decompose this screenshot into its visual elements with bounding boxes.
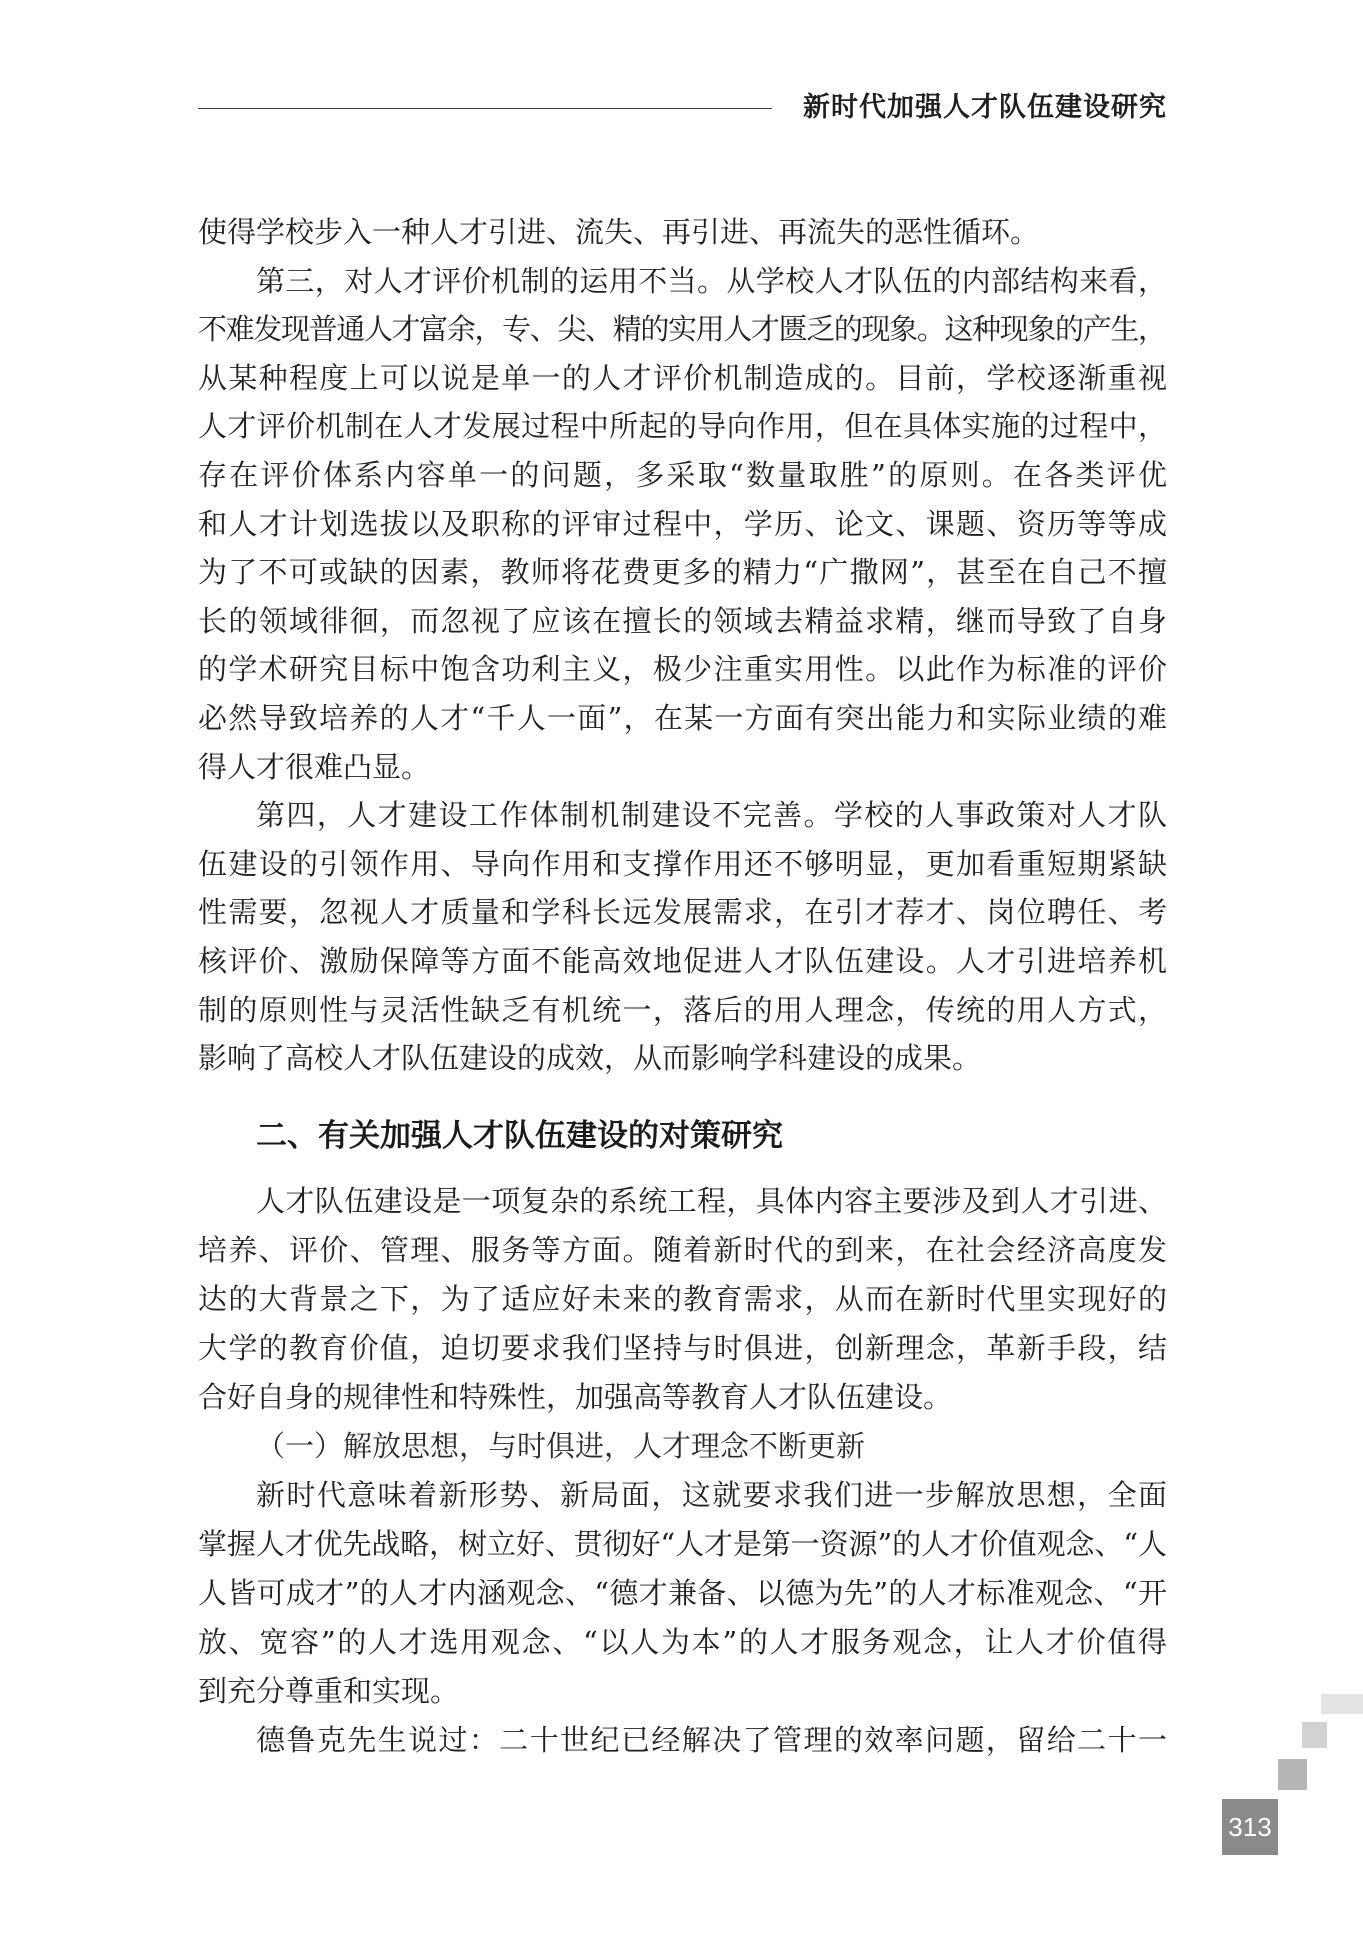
text-line: 达的大背景之下，为了适应好未来的教育需求，从而在新时代里实现好的 [198, 1282, 1169, 1316]
running-header: 新时代加强人才队伍建设研究 [803, 92, 1167, 123]
page-number: 313 [1222, 1799, 1278, 1855]
text-line: 不难发现普通人才富余，专、尖、精的实用人才匮乏的现象。这种现象的产生， [198, 312, 1166, 347]
text-line: 使得学校步入一种人才引进、流失、再引进、再流失的恶性循环。 [198, 215, 1040, 249]
text-line: 大学的教育价值，迫切要求我们坚持与时俱进，创新理念，革新手段，结 [198, 1331, 1169, 1365]
text-line: 人皆可成才”的人才内涵观念、“德才兼备、以德为先”的人才标准观念、“开 [198, 1576, 1168, 1610]
text-line: 性需要，忽视人才质量和学科长远发展需求，在引才荐才、岗位聘任、考 [198, 895, 1169, 930]
paragraph [198, 791, 1167, 1083]
header-rule [198, 108, 772, 109]
text-line: 存在评价体系内容单一的问题，多采取“数量取胜”的原则。在各类评优 [198, 457, 1170, 492]
text-line: 为了不可或缺的因素，教师将花费更多的精力“广撒网”，甚至在自己不擅 [198, 555, 1169, 590]
paragraph [198, 1471, 1167, 1716]
paragraph [198, 208, 1167, 257]
decorative-square [1302, 1722, 1327, 1748]
decorative-square [1321, 1694, 1363, 1714]
decorative-square [1278, 1759, 1307, 1790]
text-line: 到充分尊重和实现。 [198, 1674, 460, 1708]
text-line: 核评价、激励保障等方面不能高效地促进人才队伍建设。人才引进培养机 [198, 943, 1169, 978]
text-line: 掌握人才优先战略，树立好、贯彻好“人才是第一资源”的人才价值观念、“人 [198, 1527, 1167, 1561]
text-line: 影响了高校人才队伍建设的成效，从而影响学科建设的成果。 [198, 1041, 982, 1076]
text-line: 放、宽容”的人才选用观念、“以人为本”的人才服务观念，让人才价值得 [198, 1625, 1169, 1659]
text-line: 人才队伍建设是一项复杂的系统工程，具体内容主要涉及到人才引进、 [256, 1184, 1168, 1218]
text-line: 得人才很难凸显。 [198, 749, 431, 784]
text-line: 伍建设的引领作用、导向作用和支撑作用还不够明显，更加看重短期紧缺 [198, 846, 1169, 881]
text-line: 第三，对人才评价机制的运用不当。从学校人才队伍的内部结构来看， [256, 263, 1168, 298]
text-line: 合好自身的规律性和特殊性，加强高等教育人才队伍建设。 [198, 1380, 953, 1414]
text-line: 制的原则性与灵活性缺乏有机统一，落后的用人理念，传统的用人方式， [198, 992, 1169, 1027]
text-line: 德鲁克先生说过：二十世纪已经解决了管理的效率问题，留给二十一 [256, 1723, 1169, 1757]
text-line: 新时代意味着新形势、新局面，这就要求我们进一步解放思想，全面 [256, 1478, 1169, 1512]
paragraph [198, 1177, 1167, 1422]
section-one-text [198, 208, 1170, 1083]
paragraph [198, 1716, 1167, 1765]
text-line: 从某种程度上可以说是单一的人才评价机制造成的。目前，学校逐渐重视 [198, 360, 1169, 395]
text-line: 人才评价机制在人才发展过程中所起的导向作用，但在具体实施的过程中， [198, 409, 1168, 444]
text-line: 必然导致培养的人才“千人一面”，在某一方面有突出能力和实际业绩的难 [198, 700, 1169, 735]
section-two-text [198, 1177, 1167, 1765]
text-line: 的学术研究目标中饱含功利主义，极少注重实用性。以此作为标准的评价 [198, 652, 1169, 687]
text-line: 和人才计划选拔以及职称的评审过程中，学历、论文、课题、资历等等成 [198, 506, 1169, 541]
paragraph [198, 257, 1170, 792]
text-line: 长的领域徘徊，而忽视了应该在擅长的领域去精益求精，继而导致了自身 [198, 603, 1169, 638]
text-line: 培养、评价、管理、服务等方面。随着新时代的到来，在社会经济高度发 [198, 1233, 1169, 1267]
section-heading: 二、有关加强人才队伍建设的对策研究 [256, 1118, 783, 1154]
text-line: 第四，人才建设工作体制机制建设不完善。学校的人事政策对人才队 [256, 798, 1169, 833]
subsection-heading: （一）解放思想，与时俱进，人才理念不断更新 [256, 1429, 866, 1463]
